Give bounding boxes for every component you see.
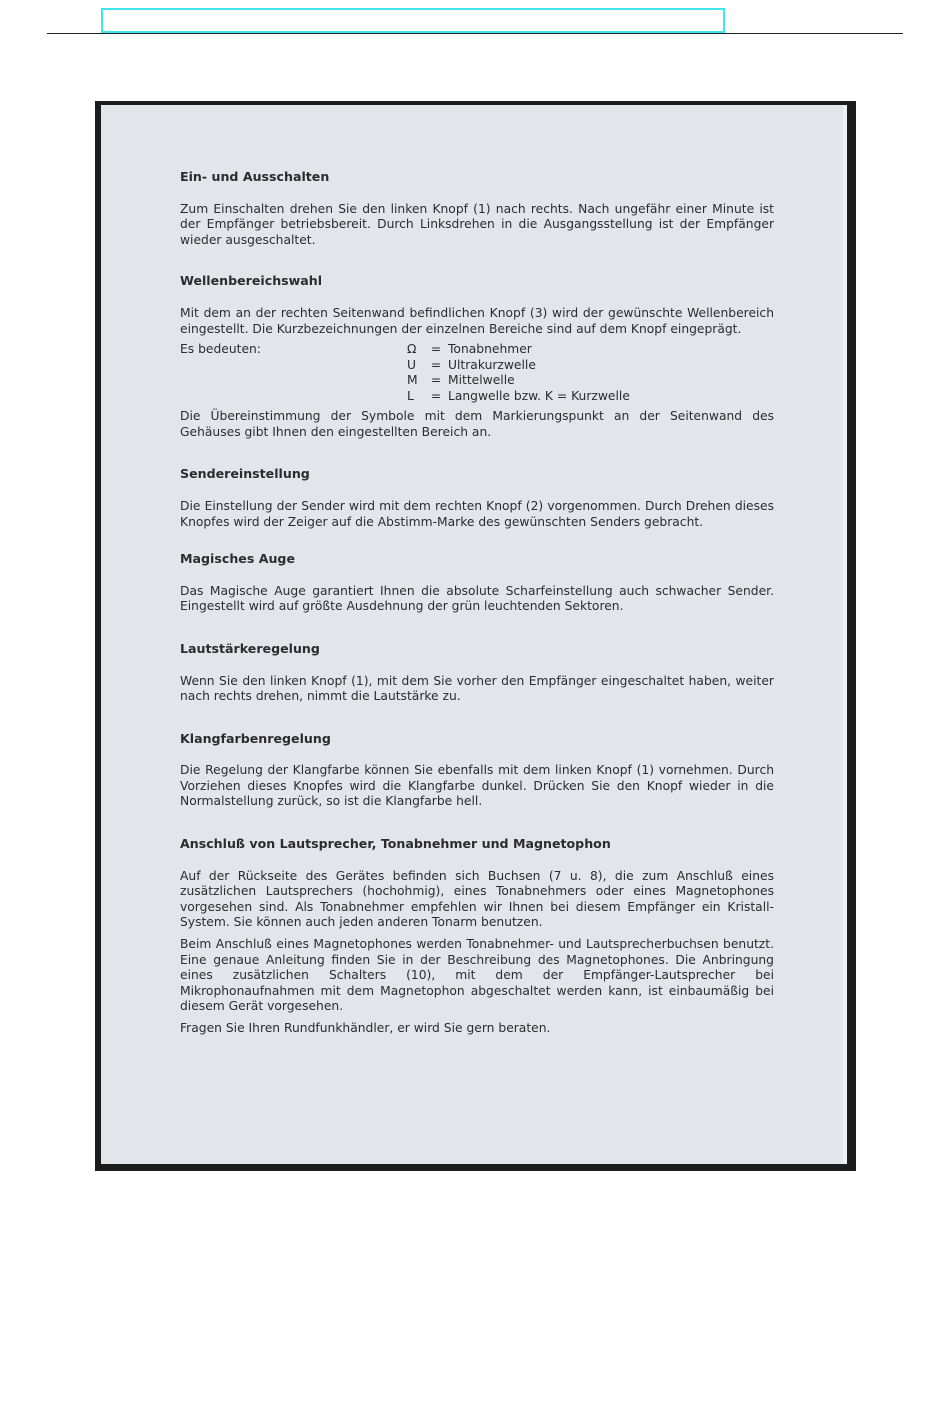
symbol-equals: = — [430, 357, 442, 372]
heading-ein-ausschalten: Ein- und Ausschalten — [180, 169, 330, 184]
symbol-value: Langwelle bzw. K = Kurzwelle — [448, 388, 630, 403]
paragraph-wellenbereichswahl: Mit dem an der rechten Seitenwand befindlichen Knopf (3) wird der gewünschte Wellenbereich eingestellt. Die Kurzbezeichnungen der einzelnen Bereiche sind auf dem Knopf eingeprägt. — [180, 305, 774, 336]
symbol-key: U — [407, 357, 417, 372]
heading-lautstaerkeregelung: Lautstärkeregelung — [180, 640, 320, 656]
symbol-value: Mittelwelle — [448, 373, 515, 388]
document-body — [180, 169, 774, 1037]
paragraph-magisches-auge: Das Magische Auge garantiert Ihnen die absolute Scharfeinstellung auch schwacher Sender. Eingestellt wird auf größte Ausdehnung der grün leuchtenden Sektoren. — [180, 583, 774, 614]
paragraph-lautstaerkeregelung: Wenn Sie den linken Knopf (1), mit dem Sie vorher den Empfänger eingeschaltet haben, weiter nach rechts drehen, nimmt die Lautstärke zu. — [180, 673, 774, 704]
paragraph-closing: Fragen Sie Ihren Rundfunkhändler, er wird Sie gern beraten. — [180, 1021, 551, 1035]
symbol-legend-lead: Es bedeuten: — [180, 342, 261, 357]
heading-sendereinstellung: Sendereinstellung — [180, 466, 310, 482]
symbol-row — [407, 342, 532, 358]
top-rule — [47, 33, 903, 34]
symbol-value: Ultrakurzwelle — [448, 357, 536, 372]
search-input[interactable] — [101, 8, 725, 33]
heading-wellenbereichswahl: Wellenbereichswahl — [180, 273, 323, 289]
symbol-equals: = — [430, 373, 442, 388]
symbol-equals: = — [430, 342, 442, 357]
heading-magisches-auge: Magisches Auge — [180, 551, 295, 567]
paragraph-anschluss-2: Beim Anschluß eines Magnetophones werden Tonabnehmer- und Lautsprecherbuchsen benutzt. Eine genaue Anleitung finden Sie in der Beschreibung des Magnetophones. Die Anbringung eines zusätzlichen Schalters (10), mit dem der Empfänger-Lautsprecher bei Mikrophonaufnahmen mit dem Magnetophon abgeschaltet werden kann, ist einbaumäßig bei diesem Gerät vorgesehen. — [180, 937, 774, 1014]
symbol-row — [407, 358, 536, 374]
symbol-row — [407, 389, 630, 405]
symbol-equals: = — [430, 388, 442, 403]
paragraph-sendereinstellung: Die Einstellung der Sender wird mit dem rechten Knopf (2) vorgenommen. Durch Drehen dieses Knopfes wird der Zeiger auf die Abstimm-Marke des gewünschten Senders gebracht. — [180, 498, 774, 529]
paragraph-ein-ausschalten: Zum Einschalten drehen Sie den linken Knopf (1) nach rechts. Nach ungefähr einer Minute ist der Empfänger betriebsbereit. Durch Linksdrehen in die Ausgangsstellung ist der Empfänger wieder ausgeschaltet. — [180, 201, 774, 247]
paragraph-klangfarbenregelung: Die Regelung der Klangfarbe können Sie ebenfalls mit dem linken Knopf (1) vornehmen. Durch Vorziehen dieses Knopfes wird die Klangfarbe dunkel. Drücken Sie den Knopf wieder in die Normalstellung zurück, so ist die Klangfarbe hell. — [180, 763, 774, 809]
symbol-key: M — [407, 373, 418, 388]
heading-anschluss: Anschluß von Lautsprecher, Tonabnehmer und Magnetophon — [180, 836, 611, 852]
paragraph-anschluss-1: Auf der Rückseite des Gerätes befinden sich Buchsen (7 u. 8), die zum Anschluß eines zusätzlichen Lautsprechers (hochohmig), eines Tonabnehmers oder eines Magnetophones vorgesehen sind. Als Tonabnehmer empfehlen wir Ihnen bei diesem Empfänger ein Kristall-System. Sie können auch jeden anderen Tonarm benutzen. — [180, 868, 774, 930]
symbol-row — [407, 373, 515, 389]
paragraph-symbol-explanation: Die Übereinstimmung der Symbole mit dem Markierungspunkt an der Seitenwand des Gehäuses gibt Ihnen den eingestellten Bereich an. — [180, 409, 774, 439]
scanned-page — [95, 101, 856, 1171]
symbol-value: Tonabnehmer — [448, 342, 532, 357]
symbol-key: Ω — [407, 342, 417, 357]
heading-klangfarbenregelung: Klangfarbenregelung — [180, 730, 331, 746]
symbol-legend — [180, 342, 774, 404]
symbol-key: L — [407, 388, 414, 403]
paper-sheet — [101, 105, 847, 1164]
